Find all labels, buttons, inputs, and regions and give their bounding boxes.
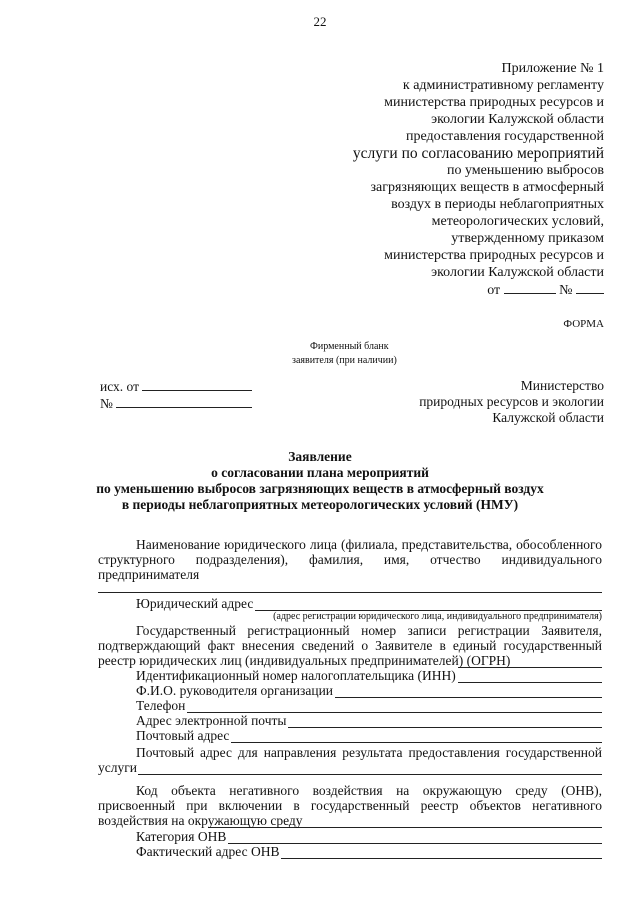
page-number: 22: [313, 14, 327, 29]
outgoing-date-label: исх. от: [100, 379, 140, 394]
appendix-line: загрязняющих веществ в атмосферный: [370, 180, 604, 195]
postal-row: [98, 728, 602, 743]
recipient-block: [419, 378, 604, 426]
appendix-line: к административному регламенту: [402, 78, 604, 93]
title-line: в периоды неблагоприятных метеорологических условий (НМУ): [121, 497, 519, 512]
email-row: [98, 713, 602, 728]
letterhead-note: [292, 340, 397, 368]
head-label: Ф.И.О. руководителя организации: [136, 683, 334, 698]
onv-category-field[interactable]: [228, 832, 602, 844]
postal-field[interactable]: [231, 731, 602, 743]
legal-address-label: Юридический адрес: [136, 596, 254, 611]
legal-address-hint: (адрес регистрации юридического лица, индивидуального предпринимателя): [273, 611, 602, 622]
recipient-line: Калужской области: [492, 410, 604, 425]
onv-address-row: [98, 844, 602, 859]
result-address-field[interactable]: [138, 773, 602, 775]
appendix-line: министерства природных ресурсов и: [384, 95, 604, 110]
recipient-line: природных ресурсов и экологии: [419, 394, 604, 409]
title-line: по уменьшению выбросов загрязняющих веществ в атмосферный воздух: [96, 481, 544, 496]
letterhead-line: заявителя (при наличии): [292, 355, 397, 366]
org-name-label: Наименование юридического лица (филиала, представительства, обособленного структурного подразделения), фамилия, имя, отчество индивидуального предпринимателя: [98, 537, 602, 582]
appendix-line: Приложение № 1: [501, 61, 604, 76]
onv-category-row: [98, 829, 602, 844]
appendix-line: министерства природных ресурсов и: [384, 248, 604, 263]
number-blank[interactable]: [576, 281, 604, 294]
outgoing-date-field[interactable]: [142, 378, 252, 391]
form-body: [98, 537, 602, 859]
appendix-block: [284, 60, 604, 299]
legal-address-row: [98, 596, 602, 611]
inn-field[interactable]: [458, 671, 602, 683]
postal-label: Почтовый адрес: [136, 728, 230, 743]
outgoing-number-label: №: [100, 396, 113, 411]
onv-address-label: Фактический адрес ОНВ: [136, 844, 280, 859]
phone-label: Телефон: [136, 698, 186, 713]
document-title: [0, 449, 640, 513]
head-field[interactable]: [335, 686, 602, 698]
inn-row: [98, 668, 602, 683]
head-row: [98, 683, 602, 698]
onv-code-label: Код объекта негативного воздействия на окружающую среду (ОНВ), присвоенный при включении в государственный реестр объектов негативного воздействия на окружающую среду: [98, 783, 602, 828]
appendix-line: воздух в периоды неблагоприятных: [391, 197, 604, 212]
appendix-line: экологии Калужской области: [431, 112, 604, 127]
email-label: Адрес электронной почты: [136, 713, 287, 728]
email-field[interactable]: [288, 716, 602, 728]
appendix-line: предоставления государственной: [405, 129, 604, 144]
appendix-line: по уменьшению выбросов: [446, 163, 604, 178]
appendix-date-line: [284, 281, 604, 299]
recipient-line: Министерство: [520, 378, 604, 393]
phone-row: [98, 698, 602, 713]
number-label: №: [559, 283, 573, 298]
outgoing-number-field[interactable]: [116, 395, 252, 408]
phone-field[interactable]: [187, 701, 602, 713]
ogrn-label: Государственный регистрационный номер записи регистрации Заявителя, подтверждающий факт внесения сведений о Заявителе в единый государственный реестр юридических лиц (индивидуальных предпринимателей) (ОГРН): [98, 623, 602, 668]
inn-label: Идентификационный номер налогоплательщика (ИНН): [136, 668, 456, 683]
legal-address-field[interactable]: [255, 599, 602, 611]
appendix-line: экологии Калужской области: [431, 265, 604, 280]
date-blank[interactable]: [504, 281, 556, 294]
onv-address-field[interactable]: [281, 847, 602, 859]
title-line: Заявление: [288, 449, 352, 464]
onv-category-label: Категория ОНВ: [136, 829, 227, 844]
result-address-label: Почтовый адрес для направления результата предоставления государственной услуги: [98, 745, 602, 775]
appendix-line: утвержденному приказом: [451, 231, 604, 246]
form-label: ФОРМА: [563, 318, 604, 330]
title-line: о согласовании плана мероприятий: [211, 465, 429, 480]
date-label: от: [487, 283, 501, 298]
appendix-line: услуги по согласованию мероприятий: [352, 145, 604, 162]
appendix-line: метеорологических условий,: [431, 214, 604, 229]
outgoing-ref: [100, 378, 252, 412]
letterhead-line: Фирменный бланк: [310, 341, 389, 352]
org-name-field[interactable]: [98, 582, 602, 593]
